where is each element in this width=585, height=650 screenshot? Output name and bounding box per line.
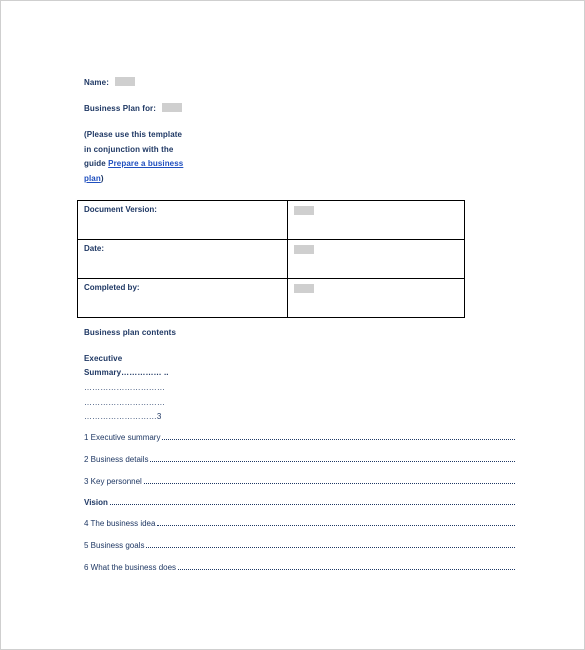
executive-title: Executive xyxy=(84,354,123,363)
toc-leader xyxy=(150,455,515,462)
toc-item-vision[interactable] xyxy=(84,498,515,507)
toc-item-label: 5 Business goals xyxy=(84,541,145,550)
toc-item-business-details[interactable] xyxy=(84,455,515,464)
business-plan-for-label: Business Plan for: xyxy=(84,104,157,113)
name-field[interactable] xyxy=(115,77,135,86)
guide-link-continued[interactable]: plan xyxy=(84,174,101,183)
executive-summary-text: Summary…………… .. xyxy=(84,368,169,377)
executive-line-2: ………………………… xyxy=(84,383,165,392)
toc-item-label: 4 The business idea xyxy=(84,519,156,528)
table-row xyxy=(78,279,465,318)
executive-line-3: ………………………… xyxy=(84,398,165,407)
note-line-2: in conjunction with the xyxy=(84,145,174,154)
executive-line-4: ………………………3 xyxy=(84,412,162,421)
executive-line-1 xyxy=(84,368,169,377)
completed-by-cell xyxy=(288,279,465,318)
name-line xyxy=(84,77,135,87)
document-version-field[interactable] xyxy=(294,206,314,215)
toc-item-business-goals[interactable] xyxy=(84,541,515,550)
toc-item-label: 6 What the business does xyxy=(84,563,177,572)
toc-item-executive-summary[interactable] xyxy=(84,433,515,442)
date-cell xyxy=(288,240,465,279)
note-line-3-prefix: guide xyxy=(84,159,109,168)
date-label: Date: xyxy=(78,240,288,279)
document-info-table xyxy=(77,200,465,318)
table-row xyxy=(78,201,465,240)
toc-leader xyxy=(157,519,515,526)
document-version-cell xyxy=(288,201,465,240)
toc-item-key-personnel[interactable] xyxy=(84,477,515,486)
date-field[interactable] xyxy=(294,245,314,254)
guide-link[interactable]: Prepare a business xyxy=(108,159,184,168)
completed-by-label: Completed by: xyxy=(78,279,288,318)
toc-item-what-business-does[interactable] xyxy=(84,563,515,572)
toc-item-label: 3 Key personnel xyxy=(84,477,142,486)
table-row xyxy=(78,240,465,279)
toc-leader xyxy=(144,477,515,484)
note-line-4 xyxy=(84,174,104,183)
name-label: Name: xyxy=(84,78,109,87)
toc-leader xyxy=(178,563,515,570)
note-line-1: (Please use this template xyxy=(84,130,183,139)
toc-leader xyxy=(110,498,515,505)
toc-leader xyxy=(146,541,515,548)
business-plan-for-field[interactable] xyxy=(162,103,182,112)
toc-item-label: 2 Business details xyxy=(84,455,149,464)
note-line-4-suffix: ) xyxy=(100,174,104,183)
completed-by-field[interactable] xyxy=(294,284,314,293)
business-plan-for-line xyxy=(84,103,182,113)
toc-item-label: Vision xyxy=(84,498,108,507)
note-line-3 xyxy=(84,159,183,168)
toc-leader xyxy=(162,433,515,440)
toc-item-label: 1 Executive summary xyxy=(84,433,161,442)
document-version-label: Document Version: xyxy=(78,201,288,240)
toc-item-business-idea[interactable] xyxy=(84,519,515,528)
contents-heading: Business plan contents xyxy=(84,328,176,337)
